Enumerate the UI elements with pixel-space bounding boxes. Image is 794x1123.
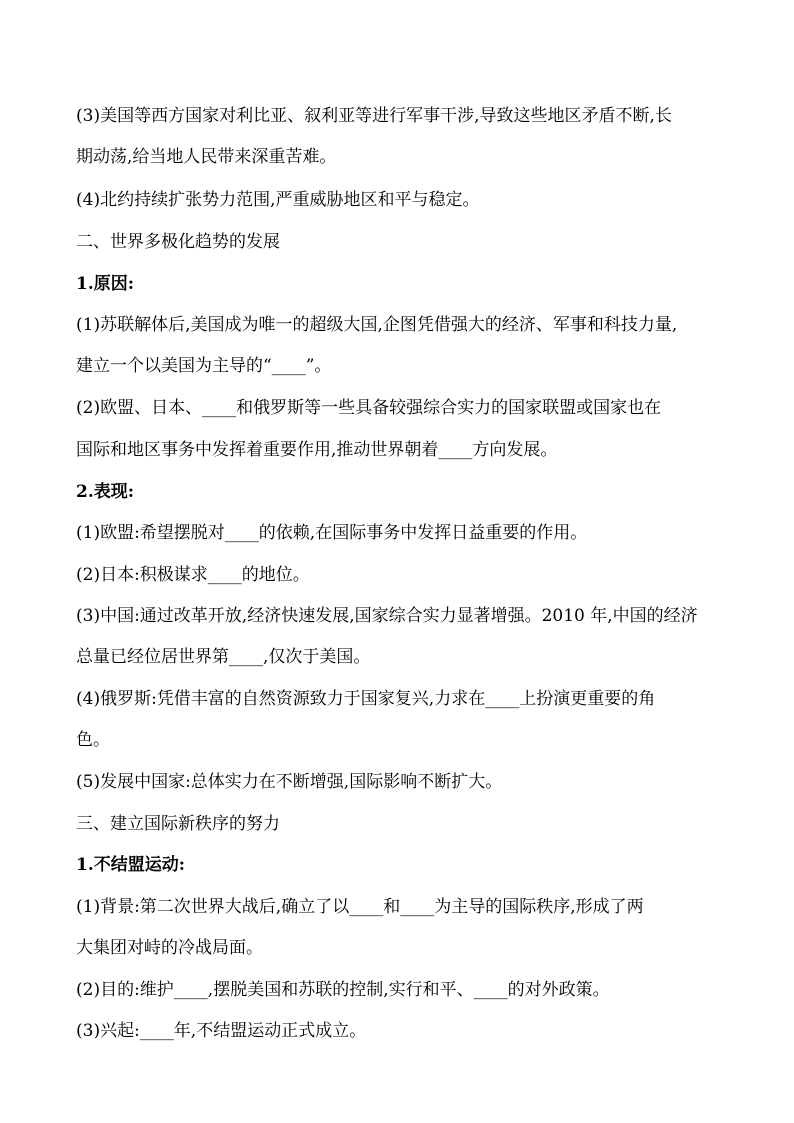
text-line-eu: (1)欧盟:希望摆脱对____的依赖,在国际事务中发挥日益重要的作用。 — [76, 523, 588, 543]
text-line-cause-2: (2)欧盟、日本、____和俄罗斯等一些具备较强综合实力的国家联盟或国家也在 — [76, 398, 662, 418]
text-line-russia: (4)俄罗斯:凭借丰富的自然资源致力于国家复兴,力求在____上扮演更重要的角 — [76, 689, 656, 709]
text-line-us-intervention-cont: 期动荡,给当地人民带来深重苦难。 — [76, 147, 337, 167]
subheading-non-aligned-movement: 1.不结盟运动: — [76, 855, 186, 875]
text-line-background: (1)背景:第二次世界大战后,确立了以____和____为主导的国际秩序,形成了两 — [76, 897, 644, 917]
text-line-russia-cont: 色。 — [76, 730, 110, 750]
section-heading-multipolarity: 二、世界多极化趋势的发展 — [76, 232, 280, 252]
text-line-purpose: (2)目的:维护____,摆脱美国和苏联的控制,实行和平、____的对外政策。 — [76, 980, 610, 1000]
text-line-cause-2-cont: 国际和地区事务中发挥着重要作用,推动世界朝着____方向发展。 — [76, 440, 558, 460]
text-line-background-cont: 大集团对峙的冷战局面。 — [76, 938, 263, 958]
text-line-japan: (2)日本:积极谋求____的地位。 — [76, 565, 310, 585]
text-line-rise: (3)兴起:____年,不结盟运动正式成立。 — [76, 1021, 367, 1041]
text-line-cause-1: (1)苏联解体后,美国成为唯一的超级大国,企图凭借强大的经济、军事和科技力量, — [76, 315, 678, 335]
text-line-china-cont: 总量已经位居世界第____,仅次于美国。 — [76, 647, 371, 667]
text-line-cause-1-cont: 建立一个以美国为主导的“____”。 — [76, 356, 332, 376]
text-line-china: (3)中国:通过改革开放,经济快速发展,国家综合实力显著增强。2010 年,中国的经济 — [76, 606, 698, 626]
text-line-nato-expansion: (4)北约持续扩张势力范围,严重威胁地区和平与稳定。 — [76, 190, 480, 210]
section-heading-new-order: 三、建立国际新秩序的努力 — [76, 814, 280, 834]
text-line-developing-countries: (5)发展中国家:总体实力在不断增强,国际影响不断扩大。 — [76, 772, 503, 792]
text-line-us-intervention: (3)美国等西方国家对利比亚、叙利亚等进行军事干涉,导致这些地区矛盾不断,长 — [76, 106, 672, 126]
subheading-causes: 1.原因: — [76, 274, 135, 294]
subheading-manifestations: 2.表现: — [76, 482, 135, 502]
